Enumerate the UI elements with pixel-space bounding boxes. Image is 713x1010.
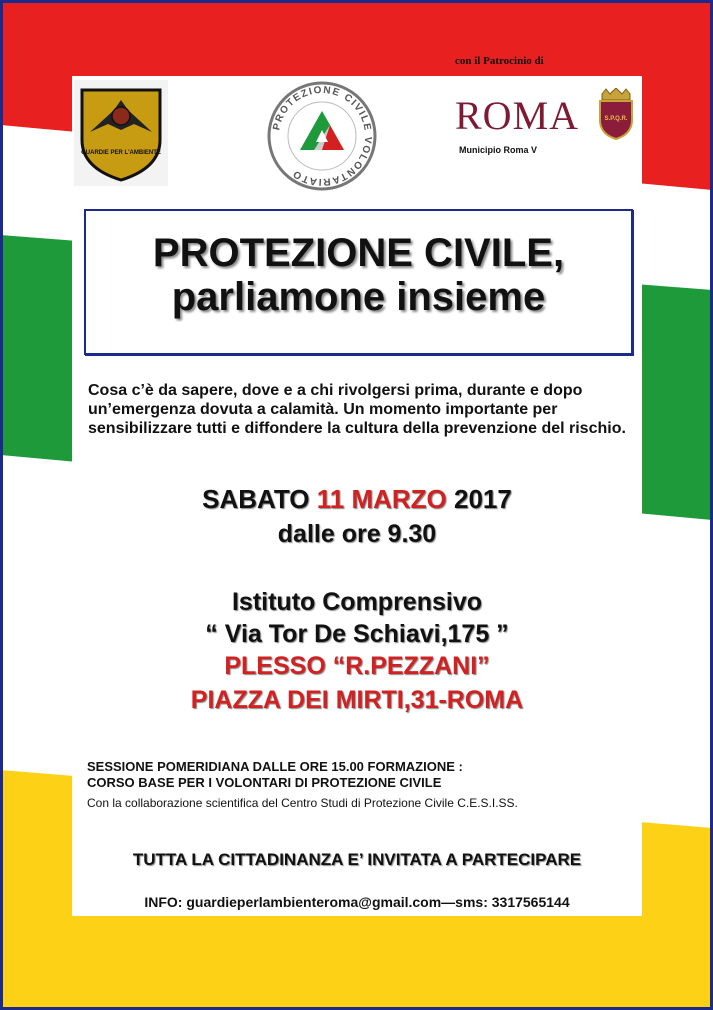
event-date-highlight: 11 MARZO [316,484,447,514]
event-year: 2017 [454,484,512,514]
venue-line-1: Istituto Comprensivo [231,588,482,616]
invitation-text: TUTTA LA CITTADINANZA E’ INVITATA A PARTECIPARE [132,850,582,869]
contact-info: INFO: guardieperlambienteroma@gmail.com—sms: 3317565144 [144,894,570,910]
guardie-ambiente-logo-text: GUARDIE PER L'AMBIENTE [81,150,161,156]
protezione-civile-logo-text: PROTEZIONE CIVILE VOLONTARIATO [271,84,374,188]
title-line-1: PROTEZIONE CIVILE, [152,231,565,275]
venue-line-4: PIAZZA DEI MIRTI,31-ROMA [190,686,524,714]
patrocinio-label: con il Patrocinio di [455,55,544,67]
municipio-label: Municipio Roma V [459,145,538,155]
venue-line-2: “ Via Tor De Schiavi,175 ” [205,620,509,648]
session-line-2: CORSO BASE PER I VOLONTARI DI PROTEZIONE CIVILE [87,775,442,790]
protezione-civile-logo [264,78,380,194]
session-collaboration: Con la collaborazione scientifica del Centro Studi di Protezione Civile C.E.S.I.SS. [87,796,518,810]
event-description: Cosa c’è da sapere, dove e a chi rivolgersi prima, durante e dopo un’emergenza dovuta a calamità. Un momento importante per sensibilizzare tutti e diffondere la cultura della prevenzione del rischio. [88,382,626,437]
guardie-ambiente-logo [74,80,168,186]
event-date [72,483,642,515]
event-day: SABATO [202,484,310,514]
session-line-1: SESSIONE POMERIDIANA DALLE ORE 15.00 FORMAZIONE : [87,759,463,774]
event-hour: dalle ore 9.30 [277,520,437,548]
roma-shield-text: S.P.Q.R. [604,116,628,122]
roma-shield-icon [596,88,636,140]
venue-line-3: PLESSO “R.PEZZANI” [224,652,490,680]
title-line-2: parliamone insieme [171,275,546,319]
roma-logo-word: ROMA [455,93,580,138]
title-box [84,209,633,355]
